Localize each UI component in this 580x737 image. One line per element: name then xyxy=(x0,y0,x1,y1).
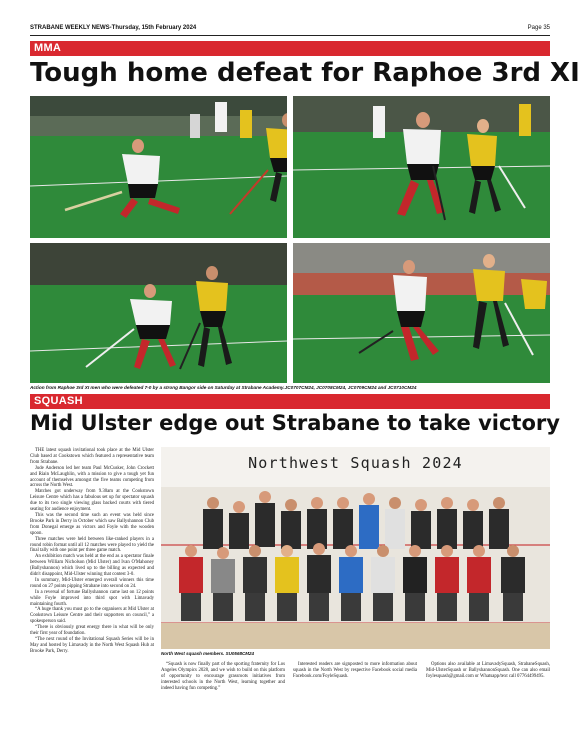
story-paragraph: “There is obviously great energy there in what will be only their first year of foundation. xyxy=(30,625,154,637)
story-paragraph: In a reversal of fortune Ballyshannon came last on 12 points while Foyle improved into third spot with Limavady maintaining fourth. xyxy=(30,589,154,607)
story-paragraph: Three matches were held between like-ranked players in a round robin format until all 12 matches were played to yield the final tally with one point per three game match. xyxy=(30,536,154,554)
story-paragraph: Options also available at LimavadySquash, StrabaneSquash, Mid-UlsterSquash or BallyshannonSquash. One can also email foylesquash@gmail.com or Whatsapp/text call 07764499495. xyxy=(426,662,550,679)
photo-caption-squash: North West squash members. SU0568CM24 xyxy=(161,651,254,656)
story-paragraph: In summary, Mid-Ulster emerged overall winners this time round on 27 points pipping Strabane into second on 24. xyxy=(30,577,154,589)
section-bar-squash xyxy=(30,394,550,409)
masthead xyxy=(30,22,550,34)
story-paragraph: THE latest squash invitational took place at the Mid Ulster Club based at Cookstown which featured a representative team from Strabane. xyxy=(30,448,154,465)
story-column-3 xyxy=(293,662,417,680)
story-paragraph: “Squash is now finally part of the sporting fraternity for Los Angeles Olympics 2028, and we wish to build on this platform of opportunity to encourage grassroots initiatives from interested schools in the North West, learning together and indeed having fun competing.” xyxy=(161,662,285,691)
section-label: SQUASH xyxy=(34,395,83,407)
section-label: MMA xyxy=(34,42,62,54)
story-paragraph: An exhibition match was held at the end as a spectator finale between William Nicholson (Mid Ulster) and Ivan O'Mahoney (Ballyshannon) which lived up to the billing as expected and didn't disappoint, Mid-Ulster winning that contest 3-0. xyxy=(30,554,154,578)
hockey-photo-2 xyxy=(293,96,550,238)
squash-group-photo xyxy=(161,447,550,649)
hockey-photo-4 xyxy=(293,243,550,383)
page-number: Page 35 xyxy=(527,25,550,31)
story-paragraph: “The next round of the Invitational Squash Series will be in May and hosted by Limavady in the North West Squash Hub at Brooke Park, Derry. xyxy=(30,637,154,654)
story-column-2 xyxy=(161,662,285,692)
story-paragraph: Jude Anderson led her team Paul McCusker, John Crockett and Riain McLaughlin, with a mission to give a tough yet fun account of themselves amongst the five teams competing from across the North West. xyxy=(30,465,154,489)
hockey-photo-3 xyxy=(30,243,287,383)
masthead-rule xyxy=(30,35,550,36)
story-paragraph: Matches got underway from 9.30am at the Cookstown Leisure Centre which has a fabulous set up for spectator squash due to its two single viewing glass backed courts with tiered seating for audience enjoyment. xyxy=(30,489,154,513)
squash-banner-text: Northwest Squash 2024 xyxy=(248,454,463,472)
section-bar-mma xyxy=(30,41,550,56)
story-paragraph: This was the second time such an event was held since Brooke Park in Derry in October which saw Ballyshannon Club from Donegal emerge as victors and Foyle with the wooden spoon. xyxy=(30,512,154,536)
headline-raphoe: Tough home defeat for Raphoe 3rd XI xyxy=(30,58,580,88)
story-paragraph: Interested readers are signposted to more information about squash in the North West by respective Facebook social media Facebook.com/FoyleSquash. xyxy=(293,662,417,679)
headline-squash: Mid Ulster edge out Strabane to take victory xyxy=(30,411,560,435)
story-paragraph: “A huge thank you must go to the organisers at Mid Ulster at Cookstown Leisure Centre and their supporters on council,” a spokesperson said. xyxy=(30,607,154,625)
masthead-title: STRABANE WEEKLY NEWS-Thursday, 15th February 2024 xyxy=(30,25,197,31)
story-column-4 xyxy=(426,662,550,680)
photo-caption-hockey: Action from Raphoe 3rd XI men who were defeated 7-0 by a strong Bangor side on Saturday at Strabane Academy.JC0707CM24, JC0708CM24, JC0709CM24 and JC0710CM24 xyxy=(30,385,417,390)
story-left-column xyxy=(30,448,154,655)
hockey-photo-1 xyxy=(30,96,287,238)
